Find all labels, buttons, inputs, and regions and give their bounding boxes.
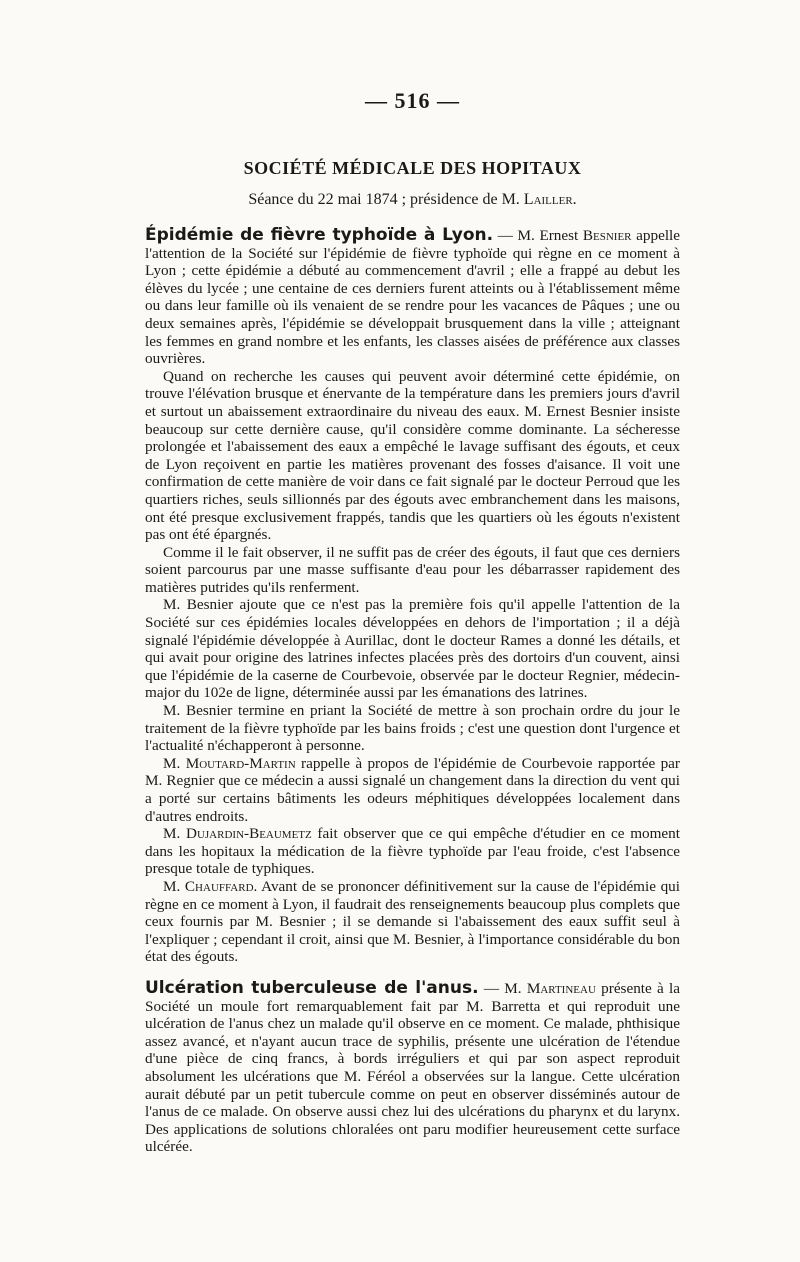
paragraph-text: présente à la Société un moule fort remarquablement fait par M. Barretta et qui reproduit une ulcération de l'anus chez un malade qu'il observe en ce moment. Ce malade, phthisique assez avancé, et n'ayant aucun trace de syphilis, présente une ulcération de l'étendue d'une pièce de cinq francs, à bords irréguliers et qui par son aspect reproduit absolument les ulcérations que M. Féréol a observées sur la langue. Cette ulcération aurait débuté par un petit tubercule comme on peut en observer disséminés autour de l'anus de ce malade. On observe aussi chez lui des ulcérations du pharynx et du larynx. Des applications de solutions chloralées ont paru modifier heureusement cette surface ulcérée.: [145, 979, 680, 1156]
article-anal-ulcer: [145, 977, 680, 1156]
dash-m: — M. Ernest: [493, 227, 583, 244]
prefix: M.: [163, 754, 186, 772]
paragraph: [145, 878, 680, 966]
paragraph: M. Besnier termine en priant la Société de mettre à son prochain ordre du jour le traitement de la fièvre typhoïde par les bains froids ; c'est une question dont l'urgence et l'actualité n'échapperont à personne.: [145, 702, 680, 755]
prefix: M.: [163, 877, 185, 895]
speaker-name: Chauffard: [184, 877, 254, 895]
paragraph-text: fait observer que ce qui empêche d'étudier en ce moment dans les hopitaux la médication de la fièvre typhoïde par l'eau froide, c'est l'absence presque totale de typhiques.: [145, 825, 680, 878]
paragraph: [145, 825, 680, 878]
prefix: M.: [163, 825, 186, 843]
society-title: SOCIÉTÉ MÉDICALE DES HOPITAUX: [243, 158, 582, 178]
session-president: Lailler: [523, 191, 573, 208]
paragraph: Comme il le fait observer, il ne suffit pas de créer des égouts, il faut que ces derniers soient parcourus par une masse suffisante d'eau pour les débarrasser rapidement des matières putrides qu'ils renferment.: [145, 543, 680, 596]
dash-m: — M.: [478, 979, 527, 997]
session-prefix: Séance du 22 mai 1874 ; présidence de M.: [248, 191, 524, 208]
article-typhoid-lyon: [145, 227, 680, 966]
author-name: Besnier: [582, 227, 632, 244]
speaker-name: Dujardin-Beaumetz: [185, 825, 312, 843]
paragraph: Quand on recherche les causes qui peuvent avoir déterminé cette épidémie, on trouve l'élévation brusque et énervante de la température dans les premiers jours d'avril et surtout un abaissement extraordinaire du niveau des eaux. M. Ernest Besnier insiste beaucoup sur cette dernière cause, qu'il considère comme dominante. La sécheresse prolongée et l'abaissement des eaux a empêché le lavage suffisant des égouts, et ceux de Lyon reçoivent en partie les matières provenant des fosses d'aisance. Il voit une confirmation de cette manière de voir dans ce fait signalé par le docteur Perroud que les quartiers riches, seuls sillionnés par des égouts avec embranchement dans les maisons, ont été presque exclusivement frappés, tandis que les quartiers où les égouts n'existent pas ont été épargnés.: [145, 367, 680, 544]
section-heading: Épidémie de fièvre typhoïde à Lyon.: [145, 225, 494, 245]
speaker-name: Moutard-Martin: [185, 754, 296, 772]
author-name: Martineau: [526, 979, 596, 997]
paragraph: [145, 227, 680, 368]
page-number: — 516 —: [365, 88, 460, 113]
session-suffix: .: [572, 191, 577, 208]
session-line: [145, 191, 680, 209]
paragraph: M. Besnier ajoute que ce n'est pas la première fois qu'il appelle l'attention de la Société sur ces épidémies locales développées en dehors de l'importation ; il a déjà signalé l'épidémie développée à Aurillac, dont le docteur Rames a donné les détails, et qui avait pour origine des latrines infectes placées près des dortoirs d'un couvent, ainsi que l'épidémie de la caserne de Courbevoie, observée par le docteur Regnier, médecin-major du 102e de ligne, déterminée aussi par les émanations des latrines.: [145, 596, 680, 702]
paragraph-text: appelle l'attention de la Société sur l'épidémie de fièvre typhoïde qui règne en ce moment à Lyon ; cette épidémie a débuté au commencement d'avril ; elle a frappé au debut les élèves du lycée ; une centaine de ces derniers furent atteints ou à l'établissement même ou dans leur famille où ils venaient de se rendre pour les vacances de Pâques ; une ou deux semaines après, l'épidémie se développait brusquement dans la ville ; atteignant les femmes en grand nombre et les enfants, les classes aisées de préférence aux classes ouvrières.: [145, 227, 681, 368]
section-heading: Ulcération tuberculeuse de l'anus.: [145, 977, 479, 998]
paragraph-text: rappelle à propos de l'épidémie de Courbevoie rapportée par M. Regnier que ce médecin a aussi signalé un changement dans la direction du vent qui a porté sur certains bâtiments les odeurs méphitiques développées localement dans d'autres endroits.: [145, 754, 680, 825]
paragraph: [145, 977, 680, 1156]
paragraph: [145, 755, 680, 825]
paragraph-text: . Avant de se prononcer définitivement sur la cause de l'épidémie qui règne en ce moment à Lyon, il faudrait des renseignements beaucoup plus complets que ceux fournis par M. Besnier ; il se demande si l'abaissement des eaux suffit seul à l'expliquer ; cependant il croit, ainsi que M. Besnier, à l'importance considérable du bon état des égouts.: [145, 877, 680, 966]
